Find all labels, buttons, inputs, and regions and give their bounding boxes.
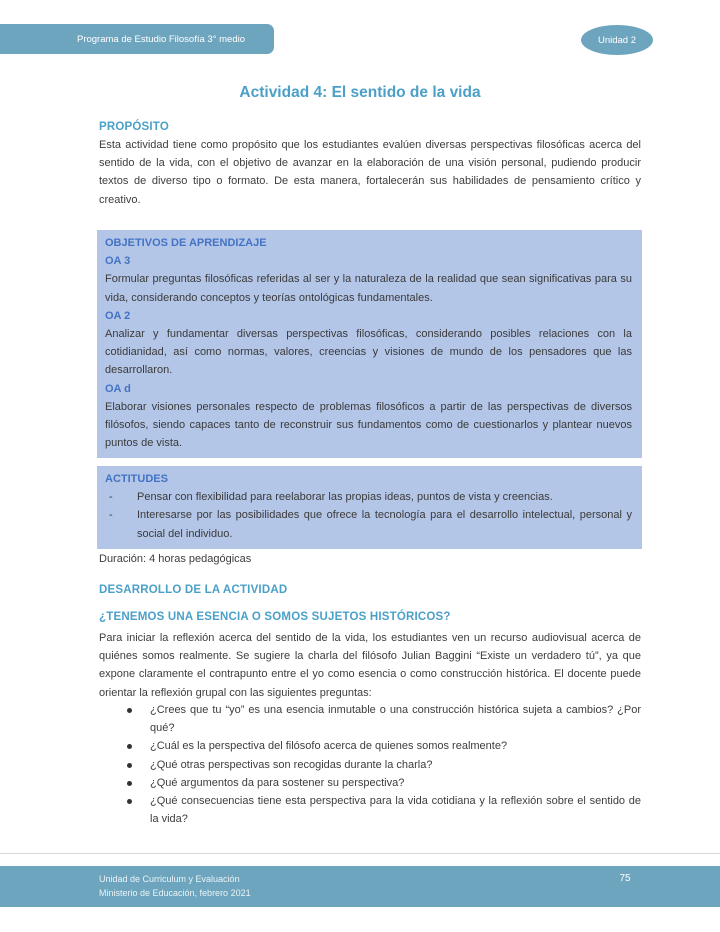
header-program-tab xyxy=(0,24,274,54)
oa-text: Analizar y fundamentar diversas perspectivas filosóficas, considerando posibles relaciones con la cotidianidad, así como normas, valores, creencias y visiones de mundo de los pensadores que las desarrollaron. xyxy=(105,328,632,377)
question-item xyxy=(99,774,641,792)
footer-divider xyxy=(0,853,720,854)
page-title: Actividad 4: El sentido de la vida xyxy=(239,84,481,101)
proposito-body: Esta actividad tiene como propósito que los estudiantes evalúen diversas perspectivas filosóficas acerca del sentido de la vida, con el objetivo de avanzar en la elaboración de una visión personal, pudiendo producir textos de diverso tipo o formato. De esta manera, fortalecerán sus habilidades de pensamiento crítico y creativo. xyxy=(99,139,641,206)
actitudes-heading: ACTITUDES xyxy=(105,473,168,485)
duracion-line: Duración: 4 horas pedagógicas xyxy=(99,553,252,565)
desarrollo-intro: Para iniciar la reflexión acerca del sentido de la vida, los estudiantes ven un recurso audiovisual acerca de quiénes somos realmente. Se sugiere la charla del filósofo Julian Baggini “Existe un verdadero tú”, ya que expone claramente el contrapunto entre el yo como esencia o como construcción histórica. El docente puede orientar la reflexión grupal con las siguientes preguntas: xyxy=(99,632,641,699)
proposito-heading: PROPÓSITO xyxy=(99,121,169,133)
question-item xyxy=(99,792,641,828)
actitudes-item-text: Pensar con flexibilidad para reelaborar las propias ideas, puntos de vista y creencias. xyxy=(137,491,553,504)
question-list xyxy=(99,701,641,828)
dash-bullet: - xyxy=(109,509,113,522)
question-item xyxy=(99,701,641,737)
oa-text: Formular preguntas filosóficas referidas al ser y la naturaleza de la realidad que sean significativas para su vida, considerando conceptos y teorías ontológicas fundamentales. xyxy=(105,273,632,304)
desarrollo-subheading: ¿TENEMOS UNA ESENCIA O SOMOS SUJETOS HISTÓRICOS? xyxy=(99,611,451,623)
actitudes-item-text: Interesarse por las posibilidades que ofrece la tecnología para el desarrollo intelectual, personal y social del individuo. xyxy=(137,509,632,540)
desarrollo-heading: DESARROLLO DE LA ACTIVIDAD xyxy=(99,584,288,596)
question-item xyxy=(99,756,641,774)
objetivos-box xyxy=(97,230,642,458)
actitudes-item xyxy=(105,488,632,506)
dash-bullet: - xyxy=(109,491,113,504)
oa-code: OA d xyxy=(105,382,131,395)
oa-code: OA 2 xyxy=(105,309,131,322)
question-text: ¿Qué consecuencias tiene esta perspectiva para la vida cotidiana y la reflexión sobre el sentido de la vida? xyxy=(150,795,641,826)
footer-line1: Unidad de Curriculum y Evaluación xyxy=(99,874,240,884)
header-program-label: Programa de Estudio Filosofía 3° medio xyxy=(76,33,246,45)
question-text: ¿Cuál es la perspectiva del filósofo acerca de quienes somos realmente? xyxy=(150,740,508,753)
header-unit-label: Unidad 2 xyxy=(597,34,637,46)
oa-item xyxy=(105,380,632,453)
proposito-section xyxy=(99,121,641,209)
header-unit-badge xyxy=(581,25,653,55)
actitudes-box xyxy=(97,466,642,549)
actitudes-item xyxy=(105,506,632,542)
question-item xyxy=(99,737,641,755)
oa-code: OA 3 xyxy=(105,255,131,268)
question-text: ¿Qué otras perspectivas son recogidas durante la charla? xyxy=(150,758,433,771)
oa-item xyxy=(105,252,632,307)
page-number: 75 xyxy=(619,873,631,884)
oa-item xyxy=(105,307,632,380)
oa-text: Elaborar visiones personales respecto de problemas filosóficos a partir de las perspectivas de diversos filósofos, siendo capaces tanto de reconstruir sus fundamentos como de cuestionarlos y plantear nuevos puntos de vista. xyxy=(105,400,632,450)
question-text: ¿Crees que tu “yo” es una esencia inmutable o una construcción histórica sujeta a cambios? ¿Por qué? xyxy=(150,704,641,735)
objetivos-heading: OBJETIVOS DE APRENDIZAJE xyxy=(105,237,267,249)
footer-line2: Ministerio de Educación, febrero 2021 xyxy=(99,887,251,898)
question-text: ¿Qué argumentos da para sostener su perspectiva? xyxy=(150,776,405,789)
